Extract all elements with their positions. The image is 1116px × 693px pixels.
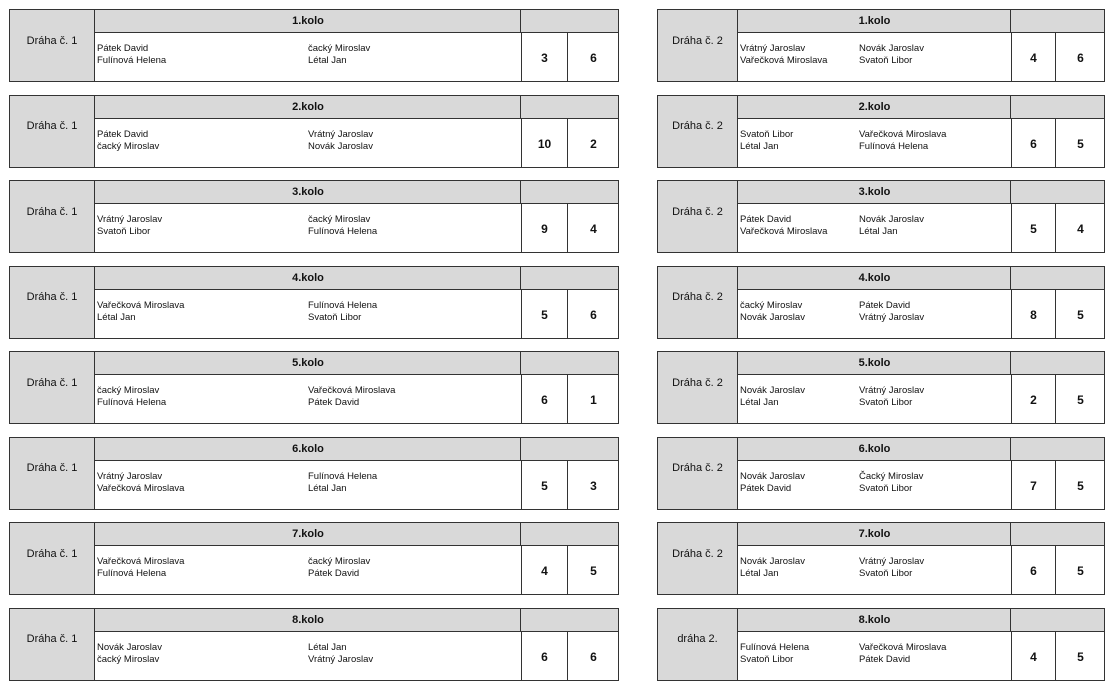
match-block [9, 180, 619, 253]
score-b: 3 [567, 461, 619, 509]
player-name: Novák Jaroslav [308, 140, 373, 152]
player-name: Novák Jaroslav [859, 43, 924, 54]
team-b [306, 461, 521, 509]
player-name: Fulínová Helena [308, 226, 378, 237]
player-name: Létal Jan [308, 482, 347, 494]
player-name: Vrátný Jaroslav [859, 385, 925, 396]
score-header [1010, 352, 1104, 375]
score-a: 3 [521, 33, 567, 81]
round-header: 5.kolo [738, 352, 1011, 375]
score-b: 6 [567, 290, 619, 338]
team-b [857, 290, 1011, 338]
score-a: 5 [521, 290, 567, 338]
player-name: čacký Miroslav [308, 556, 371, 567]
team-b [306, 204, 521, 252]
player-name: Vařečková Miroslava [859, 128, 947, 140]
team-a [95, 204, 306, 252]
score-a: 6 [521, 375, 567, 423]
round-header: 8.kolo [738, 609, 1011, 632]
team-b [306, 33, 521, 81]
player-name: Pátek David [859, 299, 911, 311]
player-name: Létal Jan [97, 311, 136, 323]
round-header: 1.kolo [738, 10, 1011, 33]
lane-label: Dráha č. 2 [658, 523, 738, 594]
player-name: Létal Jan [740, 397, 779, 408]
score-a: 6 [1011, 546, 1055, 594]
player-name: Vařečková Miroslava [740, 226, 828, 237]
round-header: 7.kolo [738, 523, 1011, 546]
player-name: čacký Miroslav [740, 299, 803, 311]
team-b [857, 375, 1011, 423]
left-schedule-column [9, 9, 619, 693]
match-block [657, 266, 1105, 339]
round-header: 2.kolo [738, 96, 1011, 119]
score-a: 6 [1011, 119, 1055, 167]
lane-label: Dráha č. 2 [658, 438, 738, 509]
team-a [738, 119, 857, 167]
round-header: 2.kolo [95, 96, 521, 119]
team-b [306, 290, 521, 338]
player-name: Vařečková Miroslava [859, 641, 947, 653]
round-header: 3.kolo [738, 181, 1011, 204]
player-name: Pátek David [97, 128, 149, 140]
score-b: 5 [1055, 290, 1105, 338]
team-b [857, 461, 1011, 509]
player-name: Létal Jan [740, 568, 779, 579]
right-schedule-column [657, 9, 1105, 693]
score-b: 5 [567, 546, 619, 594]
player-name: Pátek David [308, 568, 360, 579]
round-header: 8.kolo [95, 609, 521, 632]
player-name: Fulínová Helena [740, 641, 810, 653]
player-name: Svatoň Libor [308, 311, 362, 323]
round-header: 6.kolo [95, 438, 521, 461]
player-name: čacký Miroslav [97, 385, 160, 396]
match-block [9, 95, 619, 168]
lane-label: Dráha č. 2 [658, 352, 738, 423]
match-block [9, 522, 619, 595]
score-header [520, 523, 618, 546]
score-header [520, 96, 618, 119]
team-b [857, 204, 1011, 252]
player-name: Vařečková Miroslava [97, 556, 185, 567]
player-name: Fulínová Helena [97, 568, 167, 579]
player-name: čacký Miroslav [308, 214, 371, 225]
team-a [738, 461, 857, 509]
match-block [657, 351, 1105, 424]
lane-label: dráha 2. [658, 609, 738, 680]
player-name: Svatoň Libor [740, 128, 794, 140]
score-b: 5 [1055, 632, 1105, 680]
team-a [738, 290, 857, 338]
player-name: Čacký Miroslav [859, 470, 924, 482]
match-block [657, 608, 1105, 681]
player-name: Vrátný Jaroslav [859, 556, 925, 567]
player-name: Vrátný Jaroslav [308, 128, 374, 140]
player-name: Vrátný Jaroslav [97, 214, 163, 225]
player-name: Svatoň Libor [859, 482, 913, 494]
player-name: Vařečková Miroslava [308, 385, 396, 396]
score-a: 5 [521, 461, 567, 509]
lane-label: Dráha č. 2 [658, 96, 738, 167]
score-a: 7 [1011, 461, 1055, 509]
match-block [657, 522, 1105, 595]
score-header [520, 438, 618, 461]
player-name: Vařečková Miroslava [97, 482, 185, 494]
team-a [95, 546, 306, 594]
player-name: Vrátný Jaroslav [740, 43, 806, 54]
player-name: Novák Jaroslav [740, 470, 805, 482]
match-block [9, 351, 619, 424]
match-block [657, 437, 1105, 510]
score-b: 4 [1055, 204, 1105, 252]
player-name: Fulínová Helena [97, 397, 167, 408]
score-b: 5 [1055, 546, 1105, 594]
team-a [738, 632, 857, 680]
score-b: 5 [1055, 375, 1105, 423]
score-a: 2 [1011, 375, 1055, 423]
score-header [1010, 267, 1104, 290]
score-b: 5 [1055, 119, 1105, 167]
lane-label: Dráha č. 2 [658, 181, 738, 252]
team-a [95, 119, 306, 167]
score-header [1010, 96, 1104, 119]
team-b [857, 546, 1011, 594]
team-a [738, 33, 857, 81]
player-name: Létal Jan [308, 55, 347, 66]
player-name: Svatoň Libor [97, 226, 151, 237]
player-name: čacký Miroslav [97, 653, 160, 665]
player-name: Fulínová Helena [97, 55, 167, 66]
lane-label: Dráha č. 1 [10, 438, 95, 509]
lane-label: Dráha č. 1 [10, 10, 95, 81]
score-header [1010, 438, 1104, 461]
match-block [9, 608, 619, 681]
score-a: 6 [521, 632, 567, 680]
lane-label: Dráha č. 1 [10, 96, 95, 167]
team-b [857, 33, 1011, 81]
round-header: 7.kolo [95, 523, 521, 546]
player-name: Pátek David [740, 214, 792, 225]
player-name: Vrátný Jaroslav [97, 470, 163, 482]
team-a [738, 204, 857, 252]
team-a [95, 461, 306, 509]
lane-label: Dráha č. 2 [658, 267, 738, 338]
match-block [9, 9, 619, 82]
team-a [95, 33, 306, 81]
player-name: Létal Jan [308, 641, 347, 653]
score-b: 6 [1055, 33, 1105, 81]
player-name: Svatoň Libor [859, 397, 913, 408]
round-header: 4.kolo [738, 267, 1011, 290]
team-b [306, 546, 521, 594]
score-b: 4 [567, 204, 619, 252]
round-header: 4.kolo [95, 267, 521, 290]
score-a: 5 [1011, 204, 1055, 252]
score-b: 5 [1055, 461, 1105, 509]
player-name: Novák Jaroslav [859, 214, 924, 225]
team-b [306, 632, 521, 680]
player-name: Fulínová Helena [308, 299, 378, 311]
team-b [306, 119, 521, 167]
player-name: Svatoň Libor [740, 653, 794, 665]
score-b: 2 [567, 119, 619, 167]
match-block [9, 437, 619, 510]
round-header: 3.kolo [95, 181, 521, 204]
round-header: 1.kolo [95, 10, 521, 33]
player-name: Pátek David [740, 482, 792, 494]
player-name: Novák Jaroslav [740, 556, 805, 567]
player-name: Pátek David [308, 397, 360, 408]
round-header: 5.kolo [95, 352, 521, 375]
player-name: Létal Jan [740, 140, 779, 152]
player-name: čacký Miroslav [97, 140, 160, 152]
match-block [9, 266, 619, 339]
player-name: Vrátný Jaroslav [859, 311, 925, 323]
player-name: Pátek David [97, 43, 149, 54]
score-header [520, 609, 618, 632]
player-name: Novák Jaroslav [740, 385, 805, 396]
score-header [520, 352, 618, 375]
team-b [306, 375, 521, 423]
team-a [738, 375, 857, 423]
team-a [95, 632, 306, 680]
team-b [857, 119, 1011, 167]
team-a [95, 375, 306, 423]
player-name: Novák Jaroslav [97, 641, 162, 653]
player-name: Fulínová Helena [859, 140, 929, 152]
lane-label: Dráha č. 1 [10, 267, 95, 338]
score-header [520, 10, 618, 33]
score-a: 4 [1011, 632, 1055, 680]
score-b: 6 [567, 632, 619, 680]
score-a: 9 [521, 204, 567, 252]
player-name: čacký Miroslav [308, 43, 371, 54]
round-header: 6.kolo [738, 438, 1011, 461]
match-block [657, 180, 1105, 253]
score-header [520, 181, 618, 204]
player-name: Novák Jaroslav [740, 311, 805, 323]
lane-label: Dráha č. 2 [658, 10, 738, 81]
score-header [1010, 181, 1104, 204]
score-b: 1 [567, 375, 619, 423]
score-header [1010, 10, 1104, 33]
score-a: 4 [1011, 33, 1055, 81]
match-block [657, 95, 1105, 168]
player-name: Svatoň Libor [859, 55, 913, 66]
lane-label: Dráha č. 1 [10, 352, 95, 423]
player-name: Fulínová Helena [308, 470, 378, 482]
lane-label: Dráha č. 1 [10, 181, 95, 252]
player-name: Svatoň Libor [859, 568, 913, 579]
player-name: Létal Jan [859, 226, 898, 237]
lane-label: Dráha č. 1 [10, 523, 95, 594]
player-name: Vrátný Jaroslav [308, 653, 374, 665]
lane-label: Dráha č. 1 [10, 609, 95, 680]
score-a: 4 [521, 546, 567, 594]
score-header [520, 267, 618, 290]
player-name: Vařečková Miroslava [97, 299, 185, 311]
team-b [857, 632, 1011, 680]
player-name: Pátek David [859, 653, 911, 665]
score-a: 8 [1011, 290, 1055, 338]
player-name: Vařečková Miroslava [740, 55, 828, 66]
score-a: 10 [521, 119, 567, 167]
score-header [1010, 609, 1104, 632]
match-block [657, 9, 1105, 82]
team-a [95, 290, 306, 338]
score-b: 6 [567, 33, 619, 81]
score-header [1010, 523, 1104, 546]
team-a [738, 546, 857, 594]
